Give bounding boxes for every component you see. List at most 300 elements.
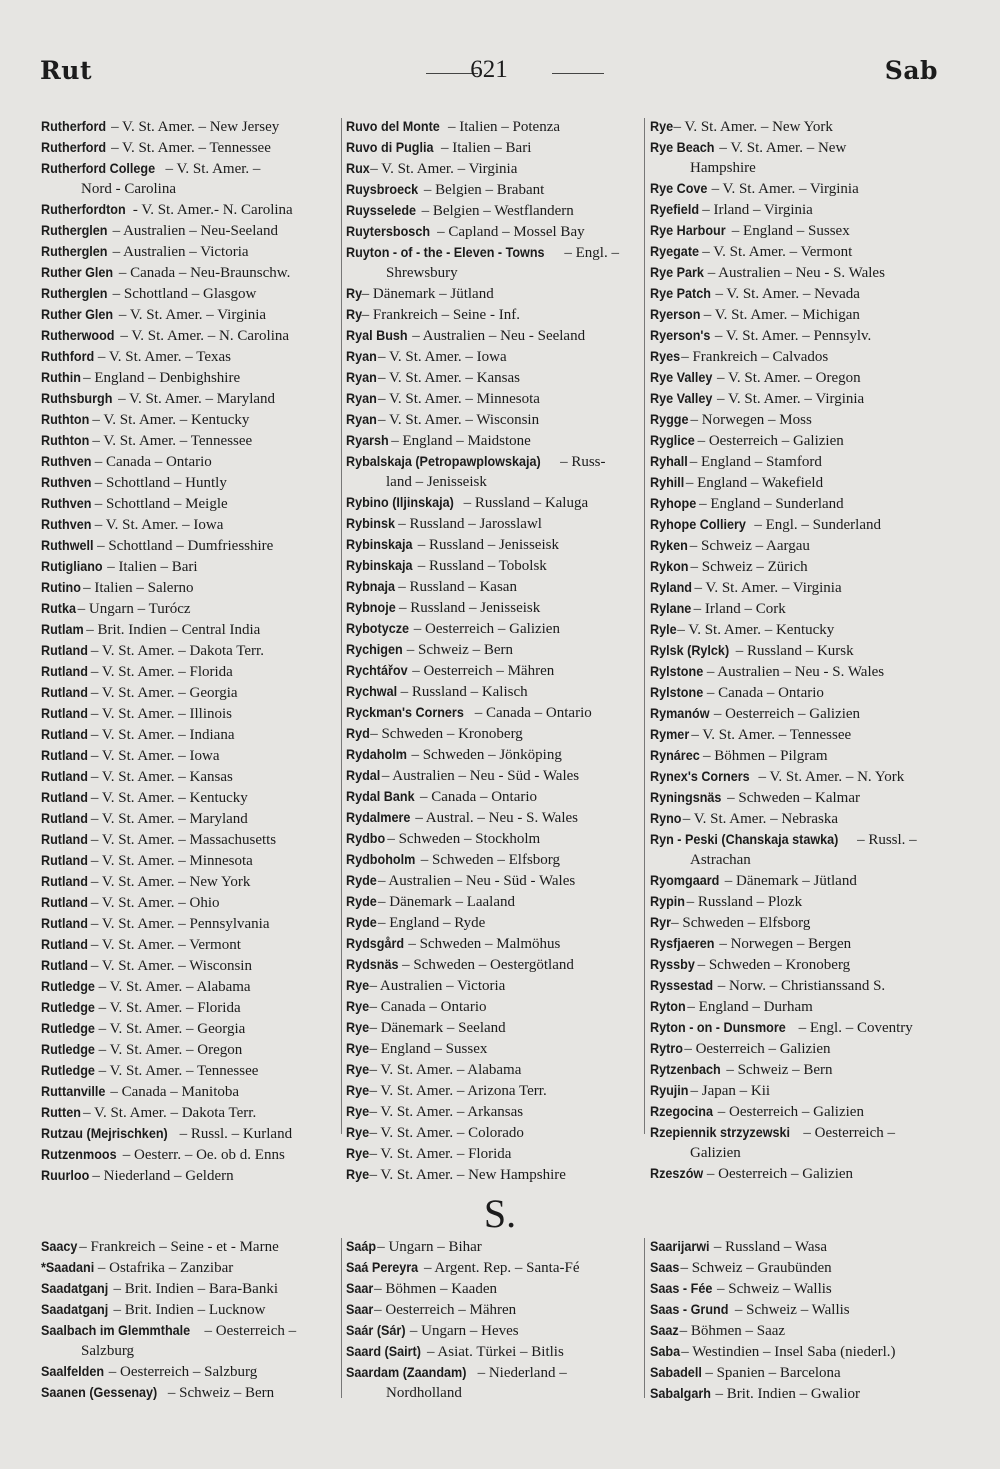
entry-headword: Rutland	[41, 705, 88, 721]
gazetteer-entry	[650, 1362, 940, 1383]
entry-headword: Rye	[346, 1019, 370, 1035]
header-rule-right	[552, 73, 604, 74]
entry-headword: Ryningsnäs	[650, 789, 722, 805]
gazetteer-entry	[346, 933, 638, 954]
entry-location: – V. St. Amer. – Minnesota	[377, 391, 540, 407]
gazetteer-entry	[650, 891, 940, 912]
entry-headword: Rypin	[650, 893, 686, 909]
entry-headword: Saalbach im Glemmthale	[41, 1322, 191, 1338]
entry-location: – Westindien – Insel Saba (niederl.)	[681, 1344, 896, 1360]
entry-location: – Brit. Indien – Central India	[86, 622, 261, 638]
entry-headword: Rytzenbach	[650, 1061, 721, 1077]
entry-headword: Rutland	[41, 789, 88, 805]
entry-continuation: Nord - Carolina	[81, 181, 176, 197]
gazetteer-entry	[650, 933, 940, 954]
gazetteer-entry	[650, 283, 940, 304]
entry-headword: Ryssby	[650, 956, 695, 972]
entry-headword: Rydbo	[346, 830, 386, 846]
entry-location: – Oesterr. – Oe. ob d. Enns	[122, 1147, 285, 1163]
entry-location: – Oesterreich – Mähren	[374, 1302, 517, 1318]
entry-headword: Rutherford College	[41, 160, 156, 176]
gazetteer-entry	[346, 660, 638, 681]
gazetteer-entry	[41, 1102, 337, 1123]
entry-location: – Spanien – Barcelona	[705, 1365, 841, 1381]
entry-location: – V. St. Amer. – Minnesota	[90, 853, 253, 869]
entry-location: – V. St. Amer. – Iowa	[90, 748, 220, 764]
entry-headword: Ruvo di Puglia	[346, 139, 434, 155]
entry-headword: Ryhope Colliery	[650, 516, 746, 532]
gazetteer-entry	[346, 1278, 638, 1299]
gazetteer-entry	[650, 116, 940, 137]
gazetteer-entry	[41, 116, 337, 137]
gazetteer-entry	[650, 1101, 940, 1122]
entry-location: – Frankreich – Seine - Inf.	[361, 307, 520, 323]
entry-location: – V. St. Amer. – Tennessee	[98, 1063, 259, 1079]
entry-headword: Rutledge	[41, 1062, 95, 1078]
gazetteer-entry	[41, 745, 337, 766]
entry-headword: Ruysselede	[346, 202, 417, 218]
entry-headword: Rygge	[650, 411, 689, 427]
entry-location: – Canada – Ontario	[474, 705, 592, 721]
entry-headword: Ruthven	[41, 516, 92, 532]
gazetteer-entry	[346, 283, 638, 304]
entry-headword: Ryhall	[650, 453, 688, 469]
entry-headword: Rutland	[41, 915, 88, 931]
gazetteer-entry	[41, 997, 337, 1018]
entry-location: – Oesterreich – Galizien	[713, 706, 861, 722]
entry-location: – V. St. Amer. – Texas	[97, 349, 231, 365]
entry-location: – V. St. Amer. – New	[719, 140, 847, 156]
entry-headword: Rutland	[41, 852, 88, 868]
entry-location: – Frankreich – Calvados	[681, 349, 829, 365]
entry-headword: Rysfjaeren	[650, 935, 715, 951]
entry-location: – Brit. Indien – Gwalior	[715, 1386, 861, 1402]
entry-headword: Ryomgaard	[650, 872, 720, 888]
entry-location: – V. St. Amer. – N. York	[758, 769, 905, 785]
entry-location: – Norw. – Christianssand S.	[717, 978, 886, 994]
entry-location: – England – Ryde	[377, 915, 486, 931]
entry-headword: Rutland	[41, 894, 88, 910]
gazetteer-entry	[41, 262, 337, 283]
gazetteer-entry	[346, 221, 638, 242]
entry-headword: Rybalskaja (Petropawplowskaja)	[346, 453, 541, 469]
entry-headword: Rutherglen	[41, 243, 108, 259]
entry-location: – Oesterreich – Galizien	[717, 1104, 864, 1120]
entry-headword: Rylane	[650, 600, 692, 616]
entry-location: – England – Denbighshire	[83, 370, 241, 386]
gazetteer-entry	[346, 409, 638, 430]
gazetteer-entry	[41, 451, 337, 472]
column-divider	[341, 1238, 342, 1398]
entry-headword: Ryerson	[650, 306, 701, 322]
gazetteer-entry	[41, 1320, 337, 1361]
gazetteer-entry	[650, 1236, 940, 1257]
entry-location: – V. St. Amer. – Pennsylv.	[714, 328, 872, 344]
gazetteer-entry	[41, 661, 337, 682]
gazetteer-entry	[650, 304, 940, 325]
entry-headword: Saard (Sairt)	[346, 1343, 421, 1359]
gazetteer-entry	[41, 199, 337, 220]
gazetteer-entry	[41, 409, 337, 430]
entry-location: – Russland – Jenisseisk	[417, 537, 559, 553]
gazetteer-entry	[41, 493, 337, 514]
entry-headword: Ruytersbosch	[346, 223, 431, 239]
entry-location: – V. St. Amer. – Florida	[369, 1146, 512, 1162]
entry-headword: Ryton - on - Dunsmore	[650, 1019, 786, 1035]
entry-location: – V. St. Amer. – Kentucky	[92, 412, 250, 428]
gazetteer-entry	[41, 934, 337, 955]
entry-headword: Ryefield	[650, 201, 700, 217]
entry-headword: Rye	[346, 977, 370, 993]
gazetteer-entry	[41, 787, 337, 808]
entry-headword: Rybnoje	[346, 599, 396, 615]
entry-location: – V. St. Amer. – Colorado	[369, 1125, 524, 1141]
entry-location: – Böhmen – Pilgram	[703, 748, 828, 764]
gazetteer-entry	[650, 1341, 940, 1362]
gazetteer-entry	[650, 640, 940, 661]
entry-headword: Ryegate	[650, 243, 700, 259]
entry-headword: Ryle	[650, 621, 677, 637]
gazetteer-entry	[41, 430, 337, 451]
gazetteer-entry	[346, 555, 638, 576]
gazetteer-entry	[650, 262, 940, 283]
entry-headword: Rutherford	[41, 118, 107, 134]
entry-location: – Schweden – Kalmar	[727, 790, 860, 806]
entry-headword: Saas - Grund	[650, 1301, 729, 1317]
entry-headword: Saalfelden	[41, 1363, 105, 1379]
entry-headword: Rutledge	[41, 1020, 95, 1036]
entry-location: – Engl. – Coventry	[798, 1020, 913, 1036]
entry-location: – Schweden – Elfsborg	[671, 915, 811, 931]
gazetteer-entry	[41, 829, 337, 850]
entry-location: – Schottland – Meigle	[94, 496, 228, 512]
entry-headword: Rylsk (Rylck)	[650, 642, 730, 658]
entry-headword: Rynex's Corners	[650, 768, 750, 784]
entry-headword: Rybotycze	[346, 620, 410, 636]
entry-location: – Oesterreich –	[204, 1323, 297, 1339]
entry-location: – V. St. Amer. – New Jersey	[111, 119, 280, 135]
entry-location: – Schweiz – Zürich	[690, 559, 808, 575]
gazetteer-entry	[346, 1122, 638, 1143]
entry-continuation: Galizien	[690, 1145, 741, 1161]
entry-location: – Italien – Bari	[440, 140, 532, 156]
entry-headword: Ryr	[650, 914, 672, 930]
entry-headword: Rybino (Iljinskaja)	[346, 494, 454, 510]
entry-headword: Rye	[346, 1082, 370, 1098]
entry-location: – Canada – Ontario	[369, 999, 487, 1015]
gazetteer-entry	[41, 577, 337, 598]
entry-location: – Belgien – Brabant	[423, 182, 545, 198]
entry-headword: Saáp	[346, 1238, 377, 1254]
entry-location: – Ungarn – Turócz	[77, 601, 191, 617]
entry-location: – Oesterreich – Galizien	[697, 433, 844, 449]
entry-location: – Schweden – Malmöhus	[408, 936, 561, 952]
entry-location: – Russl. – Kurland	[179, 1126, 293, 1142]
entry-headword: Rydboholm	[346, 851, 416, 867]
entry-location: – V. St. Amer. –	[165, 161, 261, 177]
entry-headword: Ruurloo	[41, 1167, 90, 1183]
entry-headword: Rybnaja	[346, 578, 396, 594]
gazetteer-entry	[41, 703, 337, 724]
entry-headword: Rylstone	[650, 663, 704, 679]
gazetteer-entry	[41, 472, 337, 493]
entry-headword: Ruthven	[41, 474, 92, 490]
entry-location: – England – Stamford	[689, 454, 822, 470]
entry-headword: Sabalgarh	[650, 1385, 711, 1401]
entry-headword: Rutland	[41, 726, 88, 742]
gazetteer-entry	[346, 158, 638, 179]
gazetteer-entry	[650, 975, 940, 996]
entry-headword: Ryhill	[650, 474, 685, 490]
entry-headword: Rutino	[41, 579, 81, 595]
entry-headword: Rutland	[41, 936, 88, 952]
entry-headword: Saadatganj	[41, 1301, 109, 1317]
entry-headword: Rutland	[41, 747, 88, 763]
gazetteer-entry	[41, 1382, 337, 1403]
entry-location: – Schweiz – Aargau	[689, 538, 810, 554]
header-left-catchword: Rut	[40, 56, 93, 85]
gazetteer-entry	[41, 304, 337, 325]
gazetteer-entry	[41, 388, 337, 409]
entry-location: – Schweden – Oestergötland	[402, 957, 574, 973]
gazetteer-entry	[650, 745, 940, 766]
gazetteer-entry	[346, 367, 638, 388]
entry-location: – V. St. Amer. – Tennessee	[691, 727, 852, 743]
column-1-top	[41, 116, 337, 1186]
entry-location: – Russland – Kursk	[735, 643, 854, 659]
entry-headword: Rutherford	[41, 139, 107, 155]
entry-location: – Dänemark – Seeland	[369, 1020, 506, 1036]
entry-location: – Brit. Indien – Lucknow	[113, 1302, 266, 1318]
entry-headword: Ruther Glen	[41, 264, 114, 280]
gazetteer-entry	[41, 1144, 337, 1165]
entry-headword: Ruthven	[41, 495, 92, 511]
gazetteer-entry	[650, 766, 940, 787]
entry-location: – Ungarn – Bihar	[377, 1239, 482, 1255]
entry-location: – V. St. Amer. – Vermont	[90, 937, 241, 953]
entry-headword: Rymer	[650, 726, 690, 742]
gazetteer-entry	[41, 283, 337, 304]
entry-location: – England – Sussex	[731, 223, 850, 239]
entry-location: – Schottland – Dumfriesshire	[97, 538, 274, 554]
entry-location: – Engl. – Sunderland	[754, 517, 881, 533]
gazetteer-entry	[650, 472, 940, 493]
entry-headword: Ryde	[346, 893, 377, 909]
entry-location: – Irland – Cork	[693, 601, 786, 617]
gazetteer-entry	[650, 703, 940, 724]
entry-location: – Frankreich – Seine - et - Marne	[79, 1239, 279, 1255]
entry-headword: Ruttanville	[41, 1083, 106, 1099]
entry-location: – Italien – Potenza	[447, 119, 561, 135]
entry-location: – Japan – Kii	[690, 1083, 771, 1099]
entry-headword: Rye	[346, 1124, 370, 1140]
gazetteer-entry	[650, 870, 940, 891]
gazetteer-entry	[41, 871, 337, 892]
gazetteer-entry	[41, 1278, 337, 1299]
entry-headword: Ruthford	[41, 348, 95, 364]
entry-headword: Rutherwood	[41, 327, 115, 343]
gazetteer-entry	[650, 388, 940, 409]
entry-headword: Rutten	[41, 1104, 81, 1120]
entry-location: – Norwegen – Bergen	[719, 936, 852, 952]
gazetteer-entry	[41, 640, 337, 661]
entry-location: – Russland – Plozk	[686, 894, 803, 910]
gazetteer-entry	[650, 954, 940, 975]
entry-location: – Schottland – Glasgow	[112, 286, 257, 302]
entry-location: – V. St. Amer. – New York	[673, 119, 833, 135]
entry-continuation: Hampshire	[690, 160, 756, 176]
entry-headword: Ryarsh	[346, 432, 389, 448]
entry-headword: Saardam (Zaandam)	[346, 1364, 467, 1380]
gazetteer-entry	[650, 325, 940, 346]
entry-headword: Rybinskaja	[346, 557, 413, 573]
gazetteer-entry	[650, 1122, 940, 1163]
entry-headword: Rutland	[41, 873, 88, 889]
gazetteer-entry	[650, 598, 940, 619]
entry-headword: Ryd	[346, 725, 370, 741]
entry-location: – V. St. Amer. – Tennessee	[111, 140, 271, 156]
gazetteer-entry	[41, 1018, 337, 1039]
gazetteer-entry	[346, 1017, 638, 1038]
gazetteer-entry	[41, 682, 337, 703]
entry-headword: Saacy	[41, 1238, 78, 1254]
gazetteer-entry	[346, 765, 638, 786]
column-divider	[644, 118, 645, 1134]
entry-headword: Rutka	[41, 600, 77, 616]
gazetteer-entry	[346, 137, 638, 158]
entry-headword: Rutlam	[41, 621, 84, 637]
gazetteer-entry	[650, 661, 940, 682]
gazetteer-entry	[346, 681, 638, 702]
gazetteer-entry	[41, 325, 337, 346]
entry-headword: Rutherglen	[41, 285, 108, 301]
page-number: 621	[470, 56, 508, 83]
entry-location: - V. St. Amer.- N. Carolina	[132, 202, 293, 218]
gazetteer-entry	[650, 577, 940, 598]
entry-location: – Schweden – Elfsborg	[420, 852, 561, 868]
entry-location: – V. St. Amer. – Oregon	[717, 370, 861, 386]
gazetteer-entry	[650, 1080, 940, 1101]
entry-location: – Capland – Mossel Bay	[437, 224, 585, 240]
entry-location: – V. St. Amer. – Florida	[98, 1000, 241, 1016]
gazetteer-entry	[346, 891, 638, 912]
gazetteer-entry	[650, 1299, 940, 1320]
gazetteer-entry	[346, 179, 638, 200]
gazetteer-entry	[346, 639, 638, 660]
entry-location: – England – Wakefield	[685, 475, 824, 491]
page-header	[40, 56, 938, 96]
gazetteer-entry	[346, 996, 638, 1017]
gazetteer-entry	[41, 535, 337, 556]
entry-headword: Ry	[346, 306, 363, 322]
gazetteer-entry	[346, 534, 638, 555]
entry-headword: Rutzenmoos	[41, 1146, 117, 1162]
entry-headword: Saár (Sár)	[346, 1322, 406, 1338]
gazetteer-entry	[41, 241, 337, 262]
entry-headword: Saanen (Gessenay)	[41, 1384, 158, 1400]
entry-continuation: Nordholland	[386, 1385, 462, 1401]
entry-headword: Saba	[650, 1343, 681, 1359]
entry-location: – V. St. Amer. – Ohio	[90, 895, 220, 911]
gazetteer-entry	[346, 325, 638, 346]
entry-headword: Ryssestad	[650, 977, 714, 993]
entry-location: – Oesterreich – Galizien	[706, 1166, 854, 1182]
entry-location: – Asiat. Türkei – Bitlis	[427, 1344, 564, 1360]
column-divider	[644, 1238, 645, 1398]
entry-headword: Ruthin	[41, 369, 81, 385]
entry-location: – Böhmen – Kaaden	[374, 1281, 497, 1297]
entry-headword: Rye	[346, 1145, 370, 1161]
entry-location: – Russ-	[560, 454, 606, 470]
gazetteer-entry	[650, 1038, 940, 1059]
gazetteer-entry	[41, 1165, 337, 1186]
gazetteer-entry	[650, 199, 940, 220]
gazetteer-entry	[650, 724, 940, 745]
entry-location: – V. St. Amer. – Virginia	[711, 181, 859, 197]
entry-location: – Oesterreich – Mähren	[412, 663, 555, 679]
entry-headword: Ryglice	[650, 432, 695, 448]
entry-location: – England – Sussex	[369, 1041, 488, 1057]
entry-location: – Böhmen – Saaz	[679, 1323, 786, 1339]
gazetteer-entry	[346, 346, 638, 367]
entry-headword: Rye Valley	[650, 390, 713, 406]
entry-location: – V. St. Amer. – Nebraska	[682, 811, 839, 827]
entry-headword: Rydsgård	[346, 935, 405, 951]
entry-location: – Niederland –	[477, 1365, 567, 1381]
entry-headword: Rydalmere	[346, 809, 411, 825]
gazetteer-entry	[346, 618, 638, 639]
entry-location: – Oesterreich –	[803, 1125, 896, 1141]
entry-location: – V. St. Amer. – Massachusetts	[90, 832, 277, 848]
entry-location: – Schottland – Huntly	[94, 475, 227, 491]
entry-location: – Australien – Neu-Seeland	[112, 223, 279, 239]
entry-headword: Rybinskaja	[346, 536, 413, 552]
entry-location: – Russland – Kalisch	[400, 684, 528, 700]
entry-headword: Rymanów	[650, 705, 710, 721]
entry-headword: Rydaholm	[346, 746, 407, 762]
entry-location: – Austral. – Neu - S. Wales	[415, 810, 579, 826]
entry-headword: Rydsnäs	[346, 956, 399, 972]
gazetteer-entry	[41, 850, 337, 871]
entry-headword: Ruysbroeck	[346, 181, 419, 197]
entry-location: – England – Durham	[687, 999, 813, 1015]
gazetteer-entry	[650, 1383, 940, 1404]
entry-location: – V. St. Amer. – Indiana	[90, 727, 235, 743]
entry-headword: Ruther Glen	[41, 306, 114, 322]
entry-location: – V. St. Amer. – New York	[90, 874, 251, 890]
entry-location: – Irland – Virginia	[702, 202, 813, 218]
entry-location: – V. St. Amer. – Vermont	[702, 244, 853, 260]
entry-location: – England – Maidstone	[391, 433, 531, 449]
gazetteer-entry	[650, 220, 940, 241]
gazetteer-entry	[650, 430, 940, 451]
gazetteer-entry	[650, 996, 940, 1017]
entry-location: – V. St. Amer. – Maryland	[118, 391, 276, 407]
entry-location: – Canada – Ontario	[94, 454, 212, 470]
entry-headword: Ryal Bush	[346, 327, 408, 343]
entry-headword: Rye	[346, 1166, 370, 1182]
entry-location: – V. St. Amer. – Alabama	[369, 1062, 522, 1078]
gazetteer-entry	[650, 514, 940, 535]
gazetteer-entry	[346, 200, 638, 221]
entry-location: – V. St. Amer. – Kentucky	[677, 622, 835, 638]
entry-headword: Saar	[346, 1280, 374, 1296]
gazetteer-entry	[650, 556, 940, 577]
entry-location: – Oesterreich – Galizien	[684, 1041, 831, 1057]
entry-location: – V. St. Amer. – Kansas	[377, 370, 520, 386]
gazetteer-entry	[346, 597, 638, 618]
entry-headword: Rybinsk	[346, 515, 396, 531]
